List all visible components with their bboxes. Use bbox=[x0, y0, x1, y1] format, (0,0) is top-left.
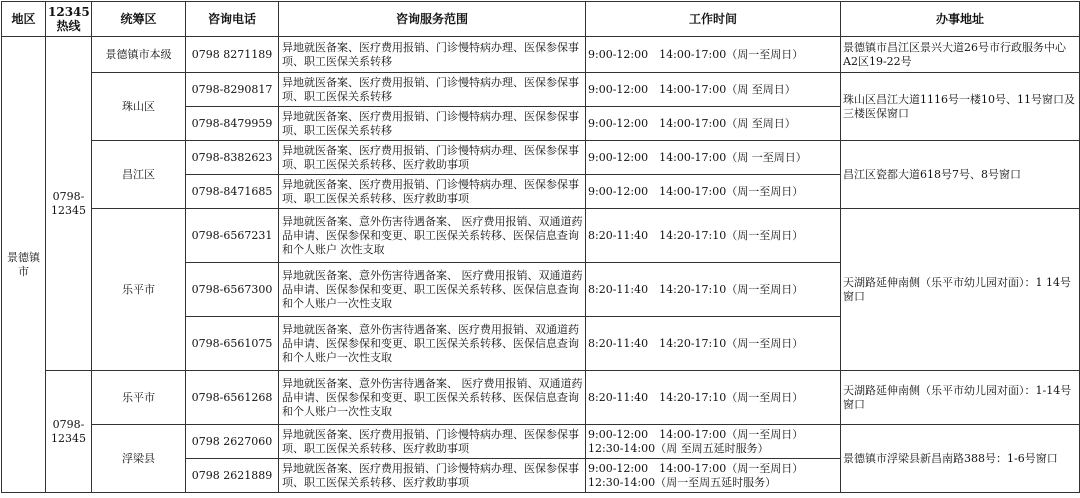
header-phone: 咨询电话 bbox=[186, 2, 279, 37]
table-row bbox=[2, 425, 1080, 459]
table-row bbox=[2, 73, 1080, 107]
header-address: 办事地址 bbox=[841, 2, 1080, 37]
phone-cell: 0798-6561075 bbox=[186, 317, 279, 371]
scope-cell: 异地就医备案、意外伤害待遇备案、 医疗费用报销、双通道药品申请、医保参保和变更、职工医保关系转移、医保信息查询和个人账户一次性支取 bbox=[279, 371, 586, 425]
header-district: 统筹区 bbox=[92, 2, 186, 37]
table-row bbox=[2, 209, 1080, 263]
district-cell: 浮梁县 bbox=[92, 425, 186, 493]
header-row bbox=[2, 2, 1080, 37]
address-cell: 珠山区昌江大道1116号一楼10号、11号窗口及三楼医保窗口 bbox=[841, 73, 1080, 141]
phone-cell: 0798-8471685 bbox=[186, 175, 279, 209]
district-cell: 乐平市 bbox=[92, 371, 186, 425]
phone-cell: 0798-8479959 bbox=[186, 107, 279, 141]
hotline-cell: 0798-12345 bbox=[46, 371, 92, 493]
phone-cell: 0798 2621889 bbox=[186, 459, 279, 493]
hours-cell: 8:20-11:40 14:20-17:10（周一至周日） bbox=[586, 209, 841, 263]
scope-cell: 异地就医备案、医疗费用报销、门诊慢特病办理、医保参保事项、职工医保关系转移、医疗救助事项 bbox=[279, 459, 586, 493]
table-row bbox=[2, 141, 1080, 175]
phone-cell: 0798-6567300 bbox=[186, 263, 279, 317]
header-scope: 咨询服务范围 bbox=[279, 2, 586, 37]
district-cell: 昌江区 bbox=[92, 141, 186, 209]
table-row bbox=[2, 371, 1080, 425]
district-cell: 珠山区 bbox=[92, 73, 186, 141]
region-cell: 景德镇市 bbox=[2, 37, 46, 493]
table-row bbox=[2, 37, 1080, 73]
address-cell: 天湖路延伸南侧（乐平市幼儿园对面）：1 14号窗口 bbox=[841, 209, 1080, 371]
scope-cell: 异地就医备案、意外伤害待遇备案、医疗费用报销、双通道药品申请、医保参保和变更、职工医保关系转移、医保信息查询和个人账户一次性支取 bbox=[279, 317, 586, 371]
header-region: 地区 bbox=[2, 2, 46, 37]
hours-cell: 9:00-12:00 14:00-17:00（周一至周日） bbox=[586, 37, 841, 73]
hours-cell: 9:00-12:00 14:00-17:00（周 至周日） bbox=[586, 73, 841, 107]
phone-cell: 0798-6567231 bbox=[186, 209, 279, 263]
address-cell: 景德镇市昌江区景兴大道26号市行政服务中心 A2区19-22号 bbox=[841, 37, 1080, 73]
hours-cell: 9:00-12:00 14:00-17:00（周一至周日） 12:30-14:00（周一至周五延时服务） bbox=[586, 459, 841, 493]
scope-cell: 异地就医备案、意外伤害待遇备案、 医疗费用报销、双通道药品申请、医保参保和变更、职工医保关系转移、医保信息查询和个人账户 次性支取 bbox=[279, 209, 586, 263]
phone-cell: 0798 2627060 bbox=[186, 425, 279, 459]
hotline-cell: 0798-12345 bbox=[46, 37, 92, 371]
scope-cell: 异地就医备案、医疗费用报销、门诊慢特病办理、医保参保事项、职工医保关系转移、医疗救助事项 bbox=[279, 175, 586, 209]
hours-cell: 9:00-12:00 14:00-17:00（周 至周日） bbox=[586, 107, 841, 141]
phone-cell: 0798 8271189 bbox=[186, 37, 279, 73]
hours-cell: 9:00-12:00 14:00-17:00（周一至周日） 12:30-14:00（周 至周五延时服务） bbox=[586, 425, 841, 459]
hours-cell: 8:20-11:40 14:20-17:10（周一至周日） bbox=[586, 263, 841, 317]
district-cell: 景德镇市本级 bbox=[92, 37, 186, 73]
hours-cell: 9:00-12:00 14:00-17:00（周一至周日） bbox=[586, 175, 841, 209]
address-cell: 景德镇市浮梁县新昌南路388号：1-6号窗口 bbox=[841, 425, 1080, 493]
phone-cell: 0798-8290817 bbox=[186, 73, 279, 107]
phone-cell: 0798-6561268 bbox=[186, 371, 279, 425]
hours-cell: 9:00-12:00 14:00-17:00（周 一至周日） bbox=[586, 141, 841, 175]
phone-cell: 0798-8382623 bbox=[186, 141, 279, 175]
medical-insurance-contact-table bbox=[1, 1, 1080, 493]
scope-cell: 异地就医备案、医疗费用报销、门诊慢特病办理、医保参保事项、职工医保关系转移、医疗救助事项 bbox=[279, 141, 586, 175]
address-cell: 昌江区瓷都大道618号7号、8号窗口 bbox=[841, 141, 1080, 209]
hours-cell: 8:20-11:40 14:20-17:10（周一至周日） bbox=[586, 371, 841, 425]
scope-cell: 异地就医备案、医疗费用报销、门诊慢特病办理、医保参保事项、职工医保关系转移 bbox=[279, 37, 586, 73]
district-cell: 乐平市 bbox=[92, 209, 186, 371]
scope-cell: 异地就医备案、医疗费用报销、门诊慢特病办理、医保参保事项、职工医保关系转移 bbox=[279, 73, 586, 107]
scope-cell: 异地就医备案、医疗费用报销、门诊慢特病办理、医保参保事项、职工医保关系转移、医疗救助事项 bbox=[279, 425, 586, 459]
scope-cell: 异地就医备案、意外伤害待遇备案、 医疗费用报销、双通道药品申请、医保参保和变更、职工医保关系转移、医保信息查询和个人账户一次性支取 bbox=[279, 263, 586, 317]
hours-cell: 8:20-11:40 14:20-17:10（周一至周日） bbox=[586, 317, 841, 371]
address-cell: 天湖路延伸南侧（乐平市幼儿园对面）：1-14号窗口 bbox=[841, 371, 1080, 425]
header-hours: 工作时间 bbox=[586, 2, 841, 37]
scope-cell: 异地就医备案、医疗费用报销、门诊慢特病办理、医保参保事项、职工医保关系转移 bbox=[279, 107, 586, 141]
header-hotline: 12345热线 bbox=[46, 2, 92, 37]
